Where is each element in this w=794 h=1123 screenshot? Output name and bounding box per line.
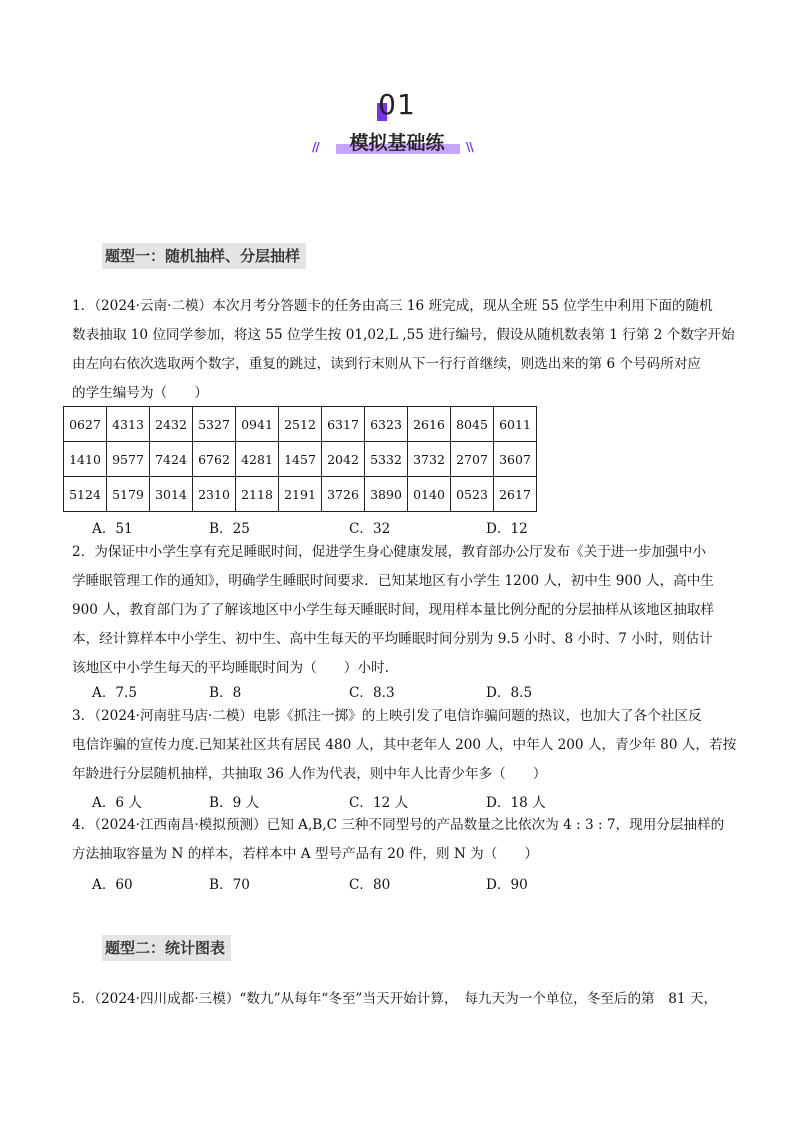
question-line: 由左向右依次选取两个数字，重复的跳过，读到行末则从下一行行首继续，则选出来的第 6 个号码所对应: [72, 356, 702, 372]
table-cell: 1410: [64, 442, 107, 477]
table-cell: 9577: [107, 442, 150, 477]
question-line: 年龄进行分层随机抽样，共抽取 36 人作为代表，则中年人比青少年多（ ）: [72, 766, 547, 782]
question-1: [72, 292, 742, 408]
question-line: 电信诈骗的宣传力度.已知某社区共有居民 480 人，其中老年人 200 人，中年人 200 人，青少年 80 人，若按: [72, 737, 737, 753]
option-d[interactable]: D．8.5: [486, 685, 533, 701]
chapter-title: 模拟基础练: [349, 132, 445, 154]
option-b[interactable]: B．8: [209, 685, 242, 701]
table-cell: 3014: [150, 477, 193, 512]
question-line: 学睡眠管理工作的通知》，明确学生睡眠时间要求．已知某地区有小学生 1200 人，初中生 900 人，高中生: [72, 573, 714, 589]
option-b[interactable]: B．9 人: [209, 795, 260, 811]
table-cell: 3732: [408, 442, 451, 477]
table-cell: 2042: [322, 442, 365, 477]
section-heading-1: 题型一：随机抽样、分层抽样: [102, 243, 306, 269]
question-line: 2．为保证中小学生享有充足睡眠时间，促进学生身心健康发展，教育部办公厅发布《关于进一步加强中小: [72, 544, 706, 560]
table-cell: 3890: [365, 477, 408, 512]
chapter-title-block: [330, 128, 464, 158]
table-cell: 2616: [408, 407, 451, 442]
table-cell: 3726: [322, 477, 365, 512]
table-cell: 0140: [408, 477, 451, 512]
question-line: 5．（2024·四川成都·三模）“数九”从每年“冬至”当天开始计算， 每九天为一个单位，冬至后的第 81 天，: [72, 991, 718, 1007]
question-line: 1．（2024·云南·二模）本次月考分答题卡的任务由高三 16 班完成，现从全班 55 位学生中利用下面的随机: [72, 298, 713, 314]
option-a[interactable]: A．7.5: [92, 685, 138, 701]
table-cell: 1457: [279, 442, 322, 477]
question-4: [72, 811, 742, 869]
question-5: [72, 985, 752, 1014]
option-d[interactable]: D．90: [486, 877, 528, 893]
question-line: 数表抽取 10 位同学参加，将这 55 位学生按 01,02,L ,55 进行编号，假设从随机数表第 1 行第 2 个数字开始: [72, 327, 735, 343]
option-c[interactable]: C．12 人: [349, 795, 409, 811]
table-cell: 6762: [193, 442, 236, 477]
chapter-number: 01: [378, 88, 416, 121]
question-line: 方法抽取容量为 N 的样本，若样本中 A 型号产品有 20 件，则 N 为（ ）: [72, 846, 539, 862]
right-decoration: \\: [466, 140, 473, 154]
question-line: 4．（2024·江西南昌·模拟预测）已知 A,B,C 三种不同型号的产品数量之比依次为 4 : 3 : 7，现用分层抽样的: [72, 817, 725, 833]
table-cell: 5124: [64, 477, 107, 512]
table-cell: 6317: [322, 407, 365, 442]
option-b[interactable]: B．25: [209, 521, 250, 537]
question-2: [72, 538, 742, 683]
option-b[interactable]: B．70: [209, 877, 250, 893]
table-row: [64, 442, 537, 477]
question-line: 3．（2024·河南驻马店·二模）电影《抓注一掷》的上映引发了电信诈骗问题的热议，也加大了各个社区反: [72, 708, 702, 724]
table-cell: 6323: [365, 407, 408, 442]
section-heading-2: 题型二：统计图表: [102, 935, 231, 961]
option-c[interactable]: C．8.3: [349, 685, 395, 701]
question-line: 的学生编号为（ ）: [72, 385, 208, 401]
table-cell: 5332: [365, 442, 408, 477]
table-cell: 0523: [451, 477, 494, 512]
table-cell: 2617: [494, 477, 537, 512]
table-cell: 4281: [236, 442, 279, 477]
option-c[interactable]: C．80: [349, 877, 391, 893]
table-cell: 2118: [236, 477, 279, 512]
option-c[interactable]: C．32: [349, 521, 391, 537]
question-3: [72, 702, 742, 789]
table-cell: 2191: [279, 477, 322, 512]
table-cell: 2310: [193, 477, 236, 512]
table-cell: 2432: [150, 407, 193, 442]
table-cell: 5179: [107, 477, 150, 512]
option-a[interactable]: A．60: [92, 877, 133, 893]
table-cell: 7424: [150, 442, 193, 477]
question-line: 本，经计算样本中小学生、初中生、高中生每天的平均睡眠时间分别为 9.5 小时、8 小时、7 小时，则估计: [72, 631, 713, 647]
table-cell: 3607: [494, 442, 537, 477]
table-cell: 8045: [451, 407, 494, 442]
table-cell: 6011: [494, 407, 537, 442]
table-row: [64, 407, 537, 442]
table-cell: 0627: [64, 407, 107, 442]
table-cell: 4313: [107, 407, 150, 442]
question-line: 900 人，教育部门为了了解该地区中小学生每天睡眠时间，现用样本量比例分配的分层抽样从该地区抽取样: [72, 602, 714, 618]
random-number-table: [63, 406, 537, 512]
table-cell: 5327: [193, 407, 236, 442]
table-cell: 2707: [451, 442, 494, 477]
question-line: 该地区中小学生每天的平均睡眠时间为（ ）小时.: [72, 660, 389, 676]
option-a[interactable]: A．6 人: [92, 795, 142, 811]
option-a[interactable]: A．51: [92, 521, 133, 537]
option-d[interactable]: D．18 人: [486, 795, 546, 811]
option-d[interactable]: D．12: [486, 521, 528, 537]
table-cell: 2512: [279, 407, 322, 442]
table-cell: 0941: [236, 407, 279, 442]
left-decoration: //: [312, 140, 319, 154]
table-row: [64, 477, 537, 512]
